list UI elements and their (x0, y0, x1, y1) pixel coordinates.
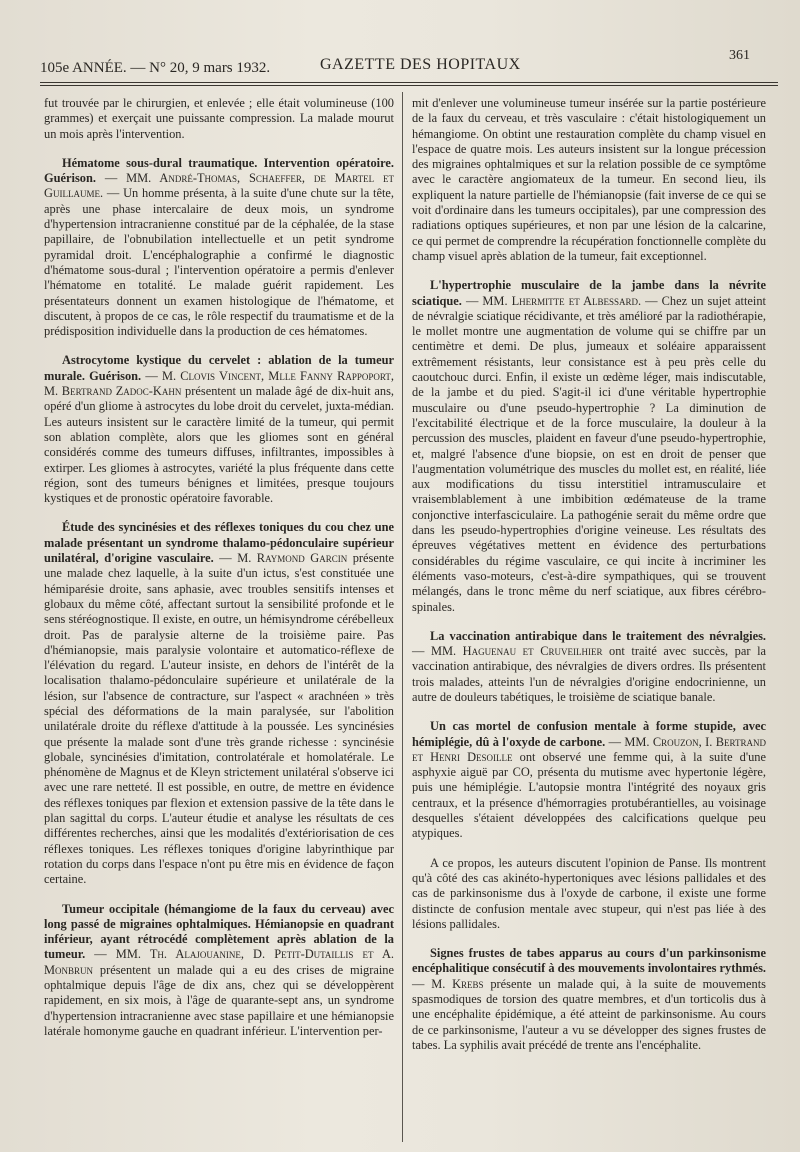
article-title: Tumeur occipitale (hémangiome de la faux du cerveau) avec long passé de migraines ophtalmiques. Hémianopsie en quadrant inférieur, ayant rétrocédé complètement après ablation de la tumeur. (44, 901, 394, 962)
header-rule-double (40, 85, 778, 86)
column-divider (402, 92, 403, 1142)
header-issue-date: — N° 20, 9 mars 1932. (130, 60, 271, 76)
article-body: présente une malade chez laquelle, à la suite d'un ictus, s'est constituée une hémiparésie droite, sans aphasie, avec troubles sensitifs intenses et globaux du même côté, affectant surtout la sensibilité profonde et le sens stéréognostique. Il existe, en outre, un hémisyndrome cérébelleux droit. Pas de paralysie alterne de la troisième paire. Pas d'hémianopsie, mais paralysie volontaire et automatico-réflexe de l'élévation du regard. L'auteur insiste, en dehors de l'intérêt de la localisation thalamo-pédonculaire supérieure et unilatérale de la lésion, sur l'absence de contracture, sur l'aspect « arachnéen » très spécial des déformations de la main paralysée, sur l'abolition unilatérale droite du réflexe d'attitude à la poussée. Les syncinésies que présente la malade sont d'une très grande richesse : syncinésie globale, syncinésies d'imitation, controlatérale et homolatérale. Le phénomène de Magnus et de Kleyn strictement unilatéral s'observe ici avec une rare netteté. Il est possible, en outre, de mettre en évidence des réflexes toniques par flexion et extension passive de la tête dans le plan sagittal du corps. L'auteur étudie et analyse les résultats de ces différentes recherches, ainsi que les modalités d'extériorisation de ces réflexes toniques. Les réflexes toniques d'origine labyrinthique par rotation du corps dans l'espace n'ont pu être mis en évidence de façon certaine. (44, 551, 394, 887)
header-rule (40, 82, 778, 83)
article-body: présentent un malade qui a eu des crises de migraine ophtalmique depuis l'âge de dix ans, chez qui se développèrent rapidement, en six mois, à l'âge de quarante-sept ans, un syndrome d'hypertension intracranienne avec stase papillaire et une hémianopsie latérale homonyme gauche en quadrant inférieur. L'intervention per- (44, 962, 394, 1038)
header-issue (40, 60, 270, 77)
article-paragraph (412, 278, 766, 615)
article-body: — Un homme présenta, à la suite d'une chute sur la tête, après une phase intercalaire de deux mois, un syndrome d'hypertension intracranienne constitué par de la céphalée, de la stase papillaire, de l'obnubilation intellectuelle et un petit syndrome pyramidal droit. L'encéphalographie a confirmé le diagnostic d'hématome sous-dural ; l'intervention opératoire a permis d'enlever l'hématome en totalité. Le malade guérit rapidement. Les présentateurs donnent un examen histologique de l'hématome, et discutent, à propos de ce cas, le rôle respectif du traumatisme et de la prédisposition individuelle dans la production de ces hématomes. (44, 186, 394, 339)
article-authors: — MM. Th. Alajouanine, D. Petit-Dutaillis et A. Monbrun (44, 947, 394, 977)
article-paragraph (44, 96, 394, 142)
article-body: présente un malade qui, à la suite de mouvements spasmodiques de torsion des quatre membres, et d'un torticolis dus à une encéphalite épidémique, a été atteint de parkinsonisme. Au cours de ce parkinsonisme, l'auteur a vu se développer des signes frustes de tabes. La syphilis avait précédé de trente ans l'encéphalite. (412, 976, 766, 1052)
journal-title: GAZETTE DES HOPITAUX (320, 56, 521, 73)
article-authors: — MM. André-Thomas, Schaeffer, de Martel et Guillaume. (44, 171, 394, 201)
article-body: fut trouvée par le chirurgien, et enlevée ; elle était volumineuse (100 grammes) et exerçait une puissante compression. La malade mourut un mois après l'intervention. (44, 96, 394, 141)
article-title: Signes frustes de tabes apparus au cours d'un parkinsonisme encéphalitique consécutif à des mouvements involontaires rythmés. (412, 946, 766, 976)
article-paragraph (412, 629, 766, 705)
right-column (412, 96, 766, 1067)
article-authors: — MM. Crouzon, I. Bertrand et Henri Desoille (412, 734, 766, 764)
article-authors: — M. Raymond Garcin (213, 551, 348, 566)
article-authors: — MM. Lhermitte et Albessard. (461, 293, 642, 308)
article-body: ont observé une femme qui, à la suite d'une asphyxie aiguë par CO, présenta du mutisme avec hypertonie légère, puis une hémiplégie. L'autopsie montra l'intégrité des noyaux gris centraux, et la présence d'hémorragies protubérantielles, au voisinage desquelles s'étaient développées des calcifications quelque peu atypiques. (412, 749, 766, 841)
article-paragraph (412, 856, 766, 932)
article-paragraph (412, 96, 766, 264)
article-authors: — MM. Haguenau et Cruveilhier (412, 644, 603, 659)
article-body: mit d'enlever une volumineuse tumeur insérée sur la partie postérieure de la faux du cerveau, et très vasculaire : c'était histologiquement un hémangiome. On obtint une restauration complète du champ visuel en l'espace de quatre mois. Les auteurs insistent sur la longue précession des migraines ophtalmiques et sur la relation possible de ce symptôme avec le caractère angiomateux de la tumeur. En second lieu, ils expliquent la nature partielle de l'hémianopsie (fait inverse de ce qui se voit d'ordinaire dans les tumeurs occipitales), par une compression des radiations optiques supérieures, et non par une lésion de la calcarine, ce qui permet de comprendre la récupération fonctionnelle complète du champ visuel après ablation de la tumeur, fait exceptionnel. (412, 96, 767, 263)
article-body: présentent un malade âgé de dix-huit ans, opéré d'un gliome à astrocytes du lobe droit du cervelet, juxta-médian. Les auteurs insistent sur le caractère limité de la tumeur, qui permit son ablation complète, alors que les gliomes sont en général considérés comme des tumeurs diffuses, infiltrantes, impossibles à extirper. Les gliomes à astrocytes, variété la plus fréquente dans cette région, sont des tumeurs bénignes et limitées, presque toujours kystiques et de pronostic opératoire favorable. (44, 384, 394, 506)
article-body: — Chez un sujet atteint de névralgie sciatique récidivante, et très amélioré par la radiothérapie, le mollet montre une augmentation de volume qui se chiffre par un centimètre et demi. De plus, jumeaux et soléaire apparaissent extrêmement résistants, leur consistance est à peu près celle du caoutchouc durci. Enfin, il existe un œdème léger, mais indiscutable, de la jambe et du pied. S'agit-il ici d'une véritable hypertrophie musculaire ou d'une pseudo-hypertrophie ? La diminution de l'excitabilité électrique et de la force musculaire, la douleur à la percussion des muscles, plaident en faveur d'une pseudo-hypertrophie, et, malgré l'absence d'une biopsie, on est en droit de penser que l'augmentation volumétrique des muscles du mollet est, en réalité, liée aux modifications du tissu interstitiel intramusculaire et vraisemblablement à une imbibition œdémateuse de la trame conjonctive interfasciculaire. La pathogénie serait du même ordre que dans les pseudo-hypertrophies d'origine veineuse. Les résultats des épreuves végétatives mettent en évidence des perturbations considérables du régime vasculaire, ce qui incite à incriminer les éléments vaso-moteurs, c'est-à-dire sympathiques, qui se trouvent mélangés, dans le tronc même du nerf sciatique, aux fibres cérébro-spinales. (412, 293, 766, 614)
page-number: 361 (729, 48, 750, 63)
article-title: Astrocytome kystique du cervelet : ablation de la tumeur murale. Guérison. (44, 353, 394, 383)
article-title: Étude des syncinésies et des réflexes toniques du cou chez une malade présentant un syndrome thalamo-pédonculaire supérieur unilatéral, d'origine vasculaire. (44, 520, 394, 566)
article-body: ont traité avec succès, par la vaccination antirabique, des névralgies de divers ordres. Ils présentent trois malades, atteints l'un de névralgies d'origine endocrinienne, un autre de douleurs tabétiques, le troisième de sciatique banale. (412, 644, 767, 704)
article-paragraph (412, 719, 766, 841)
article-body: A ce propos, les auteurs discutent l'opinion de Panse. Ils montrent qu'à côté des cas akinéto-hypertoniques avec lésions pallidales et des cas de parkinsonisme dus à l'oxyde de carbone, il existe une forme distincte de confusion mentale avec stupeur, qui n'est pas liée à des lésions pallidales. (412, 855, 766, 931)
article-authors: — M. Krebs (412, 976, 484, 991)
article-paragraph (44, 520, 394, 887)
header-year: 105e ANNÉE. (40, 60, 127, 76)
article-paragraph (44, 353, 394, 506)
article-paragraph (44, 156, 394, 340)
article-title: Hématome sous-dural traumatique. Intervention opératoire. Guérison. (44, 155, 394, 186)
article-authors: — M. Clovis Vincent, Mlle Fanny Rappoport, M. Bertrand Zadoc-Kahn (44, 368, 394, 399)
article-title: La vaccination antirabique dans le traitement des névralgies. (430, 628, 766, 643)
article-paragraph (44, 902, 394, 1040)
article-title: Un cas mortel de confusion mentale à forme stupide, avec hémiplégie, dû à l'oxyde de carbone. (412, 719, 766, 749)
page-header (30, 48, 780, 80)
left-column (44, 96, 394, 1053)
article-paragraph (412, 946, 766, 1053)
article-title: L'hypertrophie musculaire de la jambe dans la névrite sciatique. (412, 278, 766, 308)
